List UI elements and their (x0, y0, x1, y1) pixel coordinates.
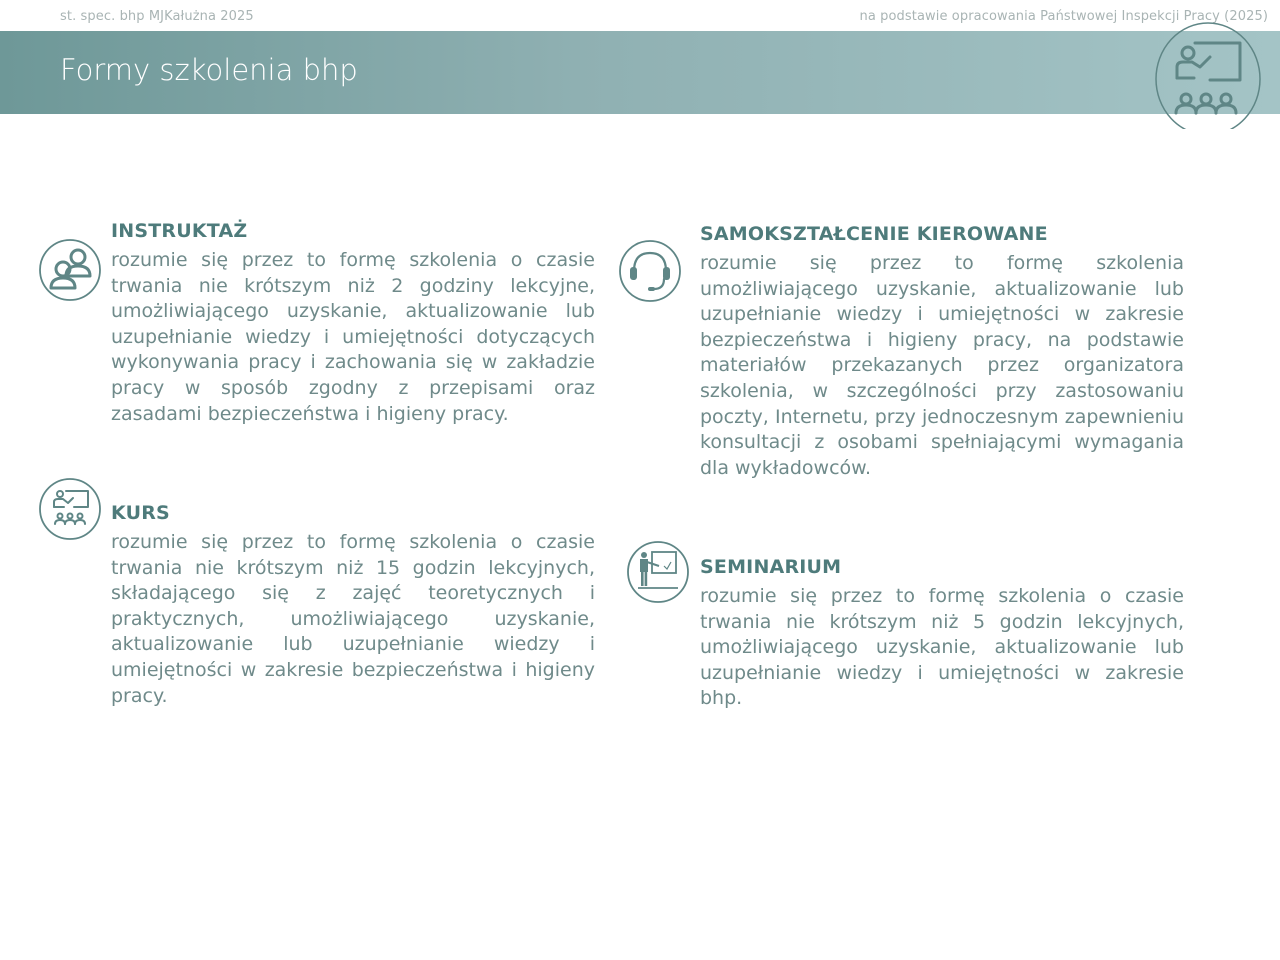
source-note: na podstawie opracowania Państwowej Inspekcji Pracy (2025) (859, 9, 1268, 24)
two-users-icon (38, 238, 102, 302)
section-body: rozumie się przez to formę szkolenia o czasie trwania nie krótszym niż 2 godziny lekcyjne, umożliwiającego uzyskanie, aktualizowanie lub uzupełnianie wiedzy i umiejętności dotyczących wykonywania pracy i zachowania się w zakładzie pracy w sposób zgodny z przepisami oraz zasadami bezpieczeństwa i higieny pracy. (111, 249, 595, 425)
title-banner (0, 31, 1280, 114)
headset-icon (618, 239, 682, 303)
section-title: SEMINARIUM (700, 556, 842, 578)
section-body: rozumie się przez to formę szkolenia o czasie trwania nie krótszym niż 15 godzin lekcyjnych, składającego się z zajęć teoretycznych i praktycznych, umożliwiającego uzyskanie, aktualizowanie lub uzupełnianie wiedzy i umiejętności w zakresie bezpieczeństwa i higieny pracy. (111, 531, 595, 707)
section-body: rozumie się przez to formę szkolenia umożliwiającego uzyskanie, aktualizowanie lub uzupełnianie wiedzy i umiejętności w zakresie bezpieczeństwa i higieny pracy, na podstawie materiałów przekazanych przez organizatora szkolenia, w szczególności przy zastosowaniu poczty, Internetu, przy jednoczesnym zapewnieniu konsultacji z osobami spełniającymi wymagania dla wykładowców. (700, 252, 1184, 479)
section-seminarium (700, 556, 1184, 712)
teacher-board-audience-icon (1150, 17, 1278, 129)
section-instruktaz (111, 220, 595, 427)
section-samoksztalcenie (700, 223, 1184, 481)
section-title: INSTRUKTAŻ (111, 220, 248, 242)
author-note: st. spec. bhp MJKałużna 2025 (60, 9, 254, 24)
page-title: Formy szkolenia bhp (60, 53, 358, 87)
section-kurs (111, 502, 595, 709)
section-body: rozumie się przez to formę szkolenia o czasie trwania nie krótszym niż 5 godzin lekcyjnych, umożliwiającego uzyskanie, aktualizowanie lub uzupełnianie wiedzy i umiejętności w zakresie bhp. (700, 585, 1184, 710)
section-title: KURS (111, 502, 170, 524)
presenter-board-icon (626, 540, 690, 604)
section-title: SAMOKSZTAŁCENIE KIEROWANE (700, 223, 1048, 245)
classroom-icon (38, 477, 102, 541)
